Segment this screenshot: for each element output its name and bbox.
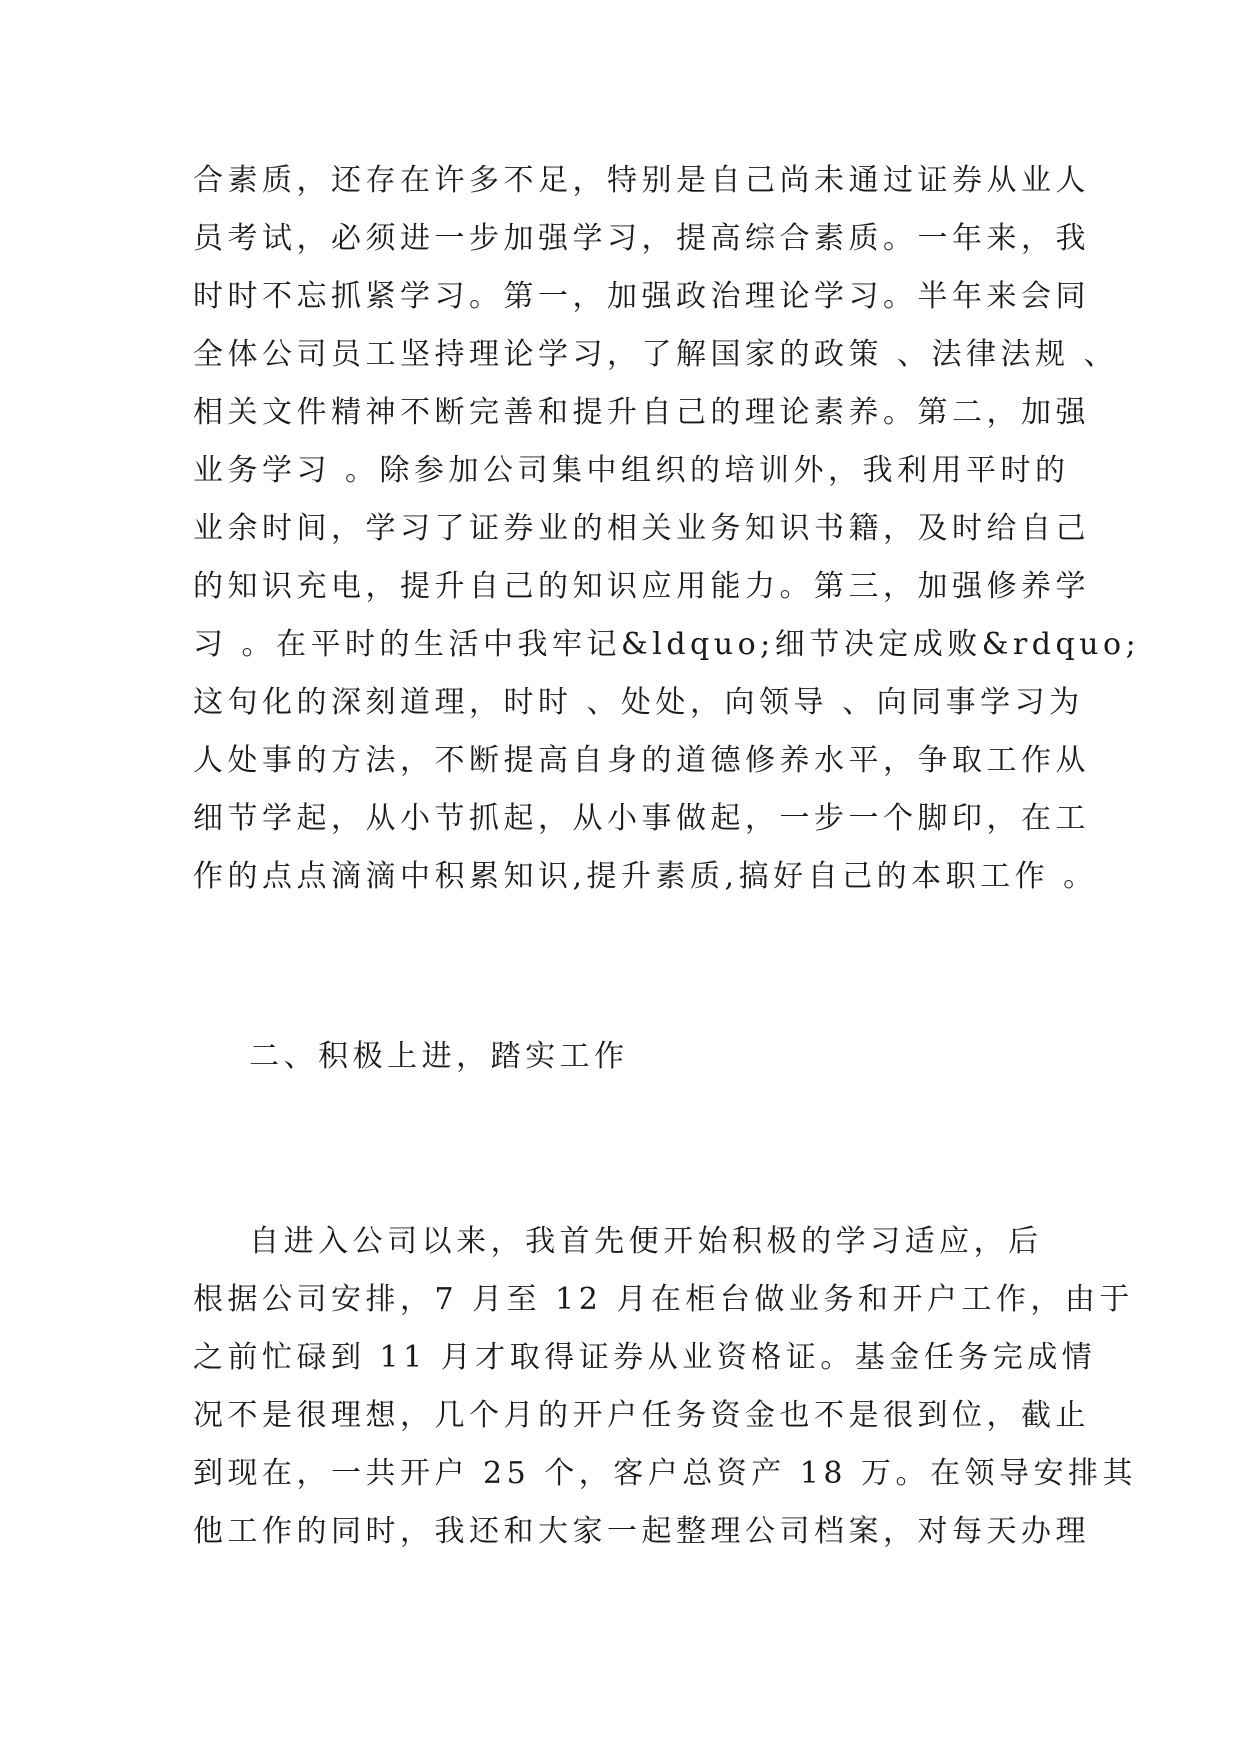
paragraph-line: 况不是很理想，几个月的开户任务资金也不是很到位，截止 — [193, 1398, 1090, 1433]
paragraph-line: 习 。在平时的生活中我牢记&ldquo;细节决定成败&rdquo; — [193, 627, 1141, 662]
paragraph-line: 他工作的同时，我还和大家一起整理公司档案，对每天办理 — [193, 1514, 1090, 1549]
paragraph-line: 合素质，还存在许多不足，特别是自己尚未通过证券从业人 — [193, 163, 1090, 198]
paragraph-line: 这句化的深刻道理，时时 、处处，向领导 、向同事学习为 — [193, 685, 1084, 720]
paragraph-line: 业余时间，学习了证券业的相关业务知识书籍，及时给自己 — [193, 511, 1090, 546]
paragraph-line: 人处事的方法，不断提高自身的道德修养水平，争取工作从 — [193, 743, 1090, 778]
paragraph-line: 之前忙碌到 11 月才取得证券从业资格证。基金任务完成情 — [193, 1340, 1097, 1375]
paragraph-work — [193, 1213, 1137, 1561]
paragraph-line: 到现在，一共开户 25 个，客户总资产 18 万。在领导安排其 — [193, 1456, 1137, 1491]
paragraph-line: 业务学习 。除参加公司集中组织的培训外，我利用平时的 — [193, 453, 1070, 488]
paragraph-line: 全体公司员工坚持理论学习，了解国家的政策 、法律法规 、 — [193, 337, 1119, 372]
paragraph-line: 作的点点滴滴中积累知识,提升素质,搞好自己的本职工作 。 — [193, 859, 1098, 894]
paragraph-study — [193, 152, 1141, 906]
paragraph-line: 的知识充电，提升自己的知识应用能力。第三，加强修养学 — [193, 569, 1090, 604]
section-heading — [193, 1028, 1053, 1086]
paragraph-line: 根据公司安排，7 月至 12 月在柜台做业务和开户工作，由于 — [193, 1282, 1134, 1317]
section-heading-text: 二、积极上进，踏实工作 — [193, 1039, 629, 1074]
paragraph-line: 相关文件精神不断完善和提升自己的理论素养。第二，加强 — [193, 395, 1090, 430]
paragraph-line: 细节学起，从小节抓起，从小事做起，一步一个脚印，在工 — [193, 801, 1090, 836]
paragraph-line: 时时不忘抓紧学习。第一，加强政治理论学习。半年来会同 — [193, 279, 1090, 314]
paragraph-line: 自进入公司以来，我首先便开始积极的学习适应，后 — [193, 1224, 1043, 1259]
paragraph-line: 员考试，必须进一步加强学习，提高综合素质。一年来，我 — [193, 221, 1090, 256]
